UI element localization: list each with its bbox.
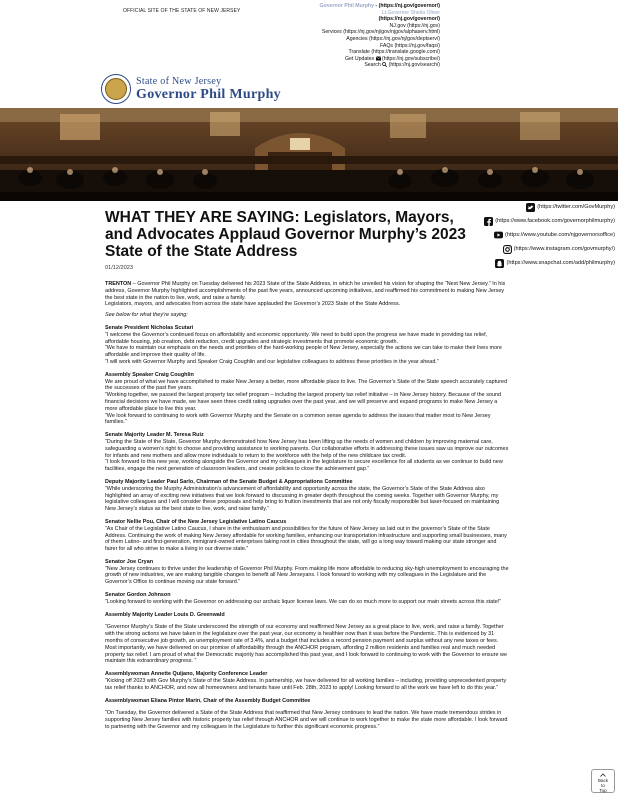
speaker-name: Assembly Speaker Craig Coughlin: [105, 371, 194, 378]
quote: “Governor Murphy’s State of the State underscored the strength of our economy and reaffirmed New Jersey as a great place to live, work, and raise a family. Together with the strong actions we have taken in the legislature over the past year, our economy is healthier now than it was before the Pandemic. This is evidenced by 31 months of consecutive job growth, an unemployment rate of 3.4%, and a budget that includes a record pension payment and surplus without any new taxes or fees. Most importantly, we have delivered on our promise of affordability through the ANCHOR program, affording 2 million residents and families real and much needed property tax relief. I am proud of what the Democratic majority has accomplished this past year, and I look forward to continuing to work with the Governor to ensure we maintain this extraordinary progress. ”: [105, 624, 507, 665]
youtube-url: (https://www.youtube.com/njgovernorsoffice): [505, 232, 615, 238]
quote: “While underscoring the Murphy Administration’s advancement of affordability and opportunity across the state, the Governor’s State of the State Address also highlighted an array of exciting new initiatives that we look forward to discussing in greater depth throughout the coming weeks. Together with Governor Murphy, my legislative colleagues and I will consider these proposals and help bring to fruition investments that are not only fiscally responsible but laser-focused on maintaining New Jersey’s status as the best state to live, work, and raise family.”: [105, 485, 500, 513]
speaker-name: Senator Joe Cryan: [105, 558, 154, 565]
search-link[interactable]: [220, 62, 440, 69]
quote: “Looking forward to working with the Governor on addressing our archaic liquor license laws. We can do so much more to support our main streets across this state!”: [105, 598, 502, 605]
facebook-url: (https://www.facebook.com/governorphilmurphy): [495, 218, 615, 224]
see-below: [105, 312, 509, 319]
get-updates-url: (https://nj.gov/subscribe/): [382, 55, 440, 62]
quote: “I welcome the Governor’s continued focus on affordability and economic opportunity. We need to build upon the progress we have made in providing tax relief, affordable housing, job creation, debt reduction, credit upgrades and strategic investments that promote economic growth.: [105, 331, 488, 345]
official-site-label: OFFICIAL SITE OF THE STATE OF NEW JERSEY: [123, 8, 241, 14]
lead-city: TRENTON: [105, 281, 132, 287]
translate-link[interactable]: Translate (https://translate.google.com/): [348, 49, 440, 56]
speaker-name: Assemblywoman Eliana Pintor Marin, Chair of the Assembly Budget Committee: [105, 697, 311, 704]
lead-text: – Governor Phil Murphy on Tuesday delivered his 2023 State of the State Address, in which he unveiled his vision for shaping the “Next New Jersey.” In his address, Governor Murphy highlighted accomplishments of the past five years, announced upcoming initiatives, and reaffirmed his commitment to making New Jersey the best state in the nation to live, work, and raise a family.: [105, 281, 506, 301]
quote: “Kicking off 2023 with Gov Murphy’s State of the State Address. In partnership, we have delivered for all working families – including, providing unprecedented property tax relief thanks to ANCHOR, and now all homeowners and tenants have until Feb. 28th, 2023 to apply! Looking forward to all the work we have left to do this year.”: [105, 678, 507, 691]
facebook-icon: [484, 217, 493, 226]
site-brand[interactable]: [101, 74, 281, 104]
instagram-url: (https://www.instagram.com/govmurphy/): [513, 246, 615, 252]
quote: “As Chair of the Legislative Latino Caucus, I share in the enthusiasm and possibilities for the future of New Jersey as laid out in the governor’s State of the State Address. Continuing the work of making New Jersey affordable for working families, enhancing our transportation infrastructure and supporting small businesses, many of them Latino- and first-generation, immigrant-owned enterprises taking root in cities throughout the state, will go a long way toward making our state stronger and fairer for all who strive to make a living in our diverse state.”: [105, 525, 507, 553]
back-to-top-button[interactable]: [591, 769, 615, 793]
envelope-icon: [376, 56, 381, 61]
get-updates-label: Get Updates: [345, 55, 375, 62]
quote: “We have to maintain our emphasis on the needs and priorities of the hard-working people of New Jersey, especially the actions we can take to make their lives more affordable and improve their quality of life.: [105, 345, 502, 359]
governor-link-url: (https://nj.gov/governor/): [378, 3, 440, 9]
top-links: [220, 3, 440, 69]
instagram-link[interactable]: [465, 242, 615, 256]
speaker-name: Senate President Nicholas Scutari: [105, 324, 194, 331]
faqs-link[interactable]: FAQs (https://nj.gov/faqs/): [380, 42, 440, 49]
speaker-name: Assembly Majority Leader Louis D. Greenwald: [105, 611, 225, 618]
search-url: (https://nj.gov/search/): [388, 62, 440, 69]
state-seal-logo: [101, 74, 131, 104]
hero-image: [0, 108, 618, 201]
ltgov-link[interactable]: [220, 10, 440, 17]
governor-link[interactable]: Governor Phil Murphy - (https://nj.gov/governor/): [319, 3, 440, 9]
speaker-name: Senator Nellie Pou, Chair of the New Jersey Legislative Latino Caucus: [105, 518, 287, 525]
search-label: Search: [364, 62, 381, 69]
twitter-url: (https://twitter.com/GovMurphy): [537, 204, 615, 210]
speaker-name: Senate Majority Leader M. Teresa Ruiz: [105, 432, 204, 439]
quote: “Working together, we passed the largest property tax relief program – including the largest property tax relief initiative – in New Jersey history. Because of the sound financial decisions we have made, we have seen three credit rating upgrades over the past year, and we will preserve and expand programs to make New Jersey a more affordable place to live this year.: [105, 392, 502, 412]
speaker-name: Assemblywoman Annette Quijano, Majority Conference Leader: [105, 671, 268, 678]
see-below-text: See below for what they’re saying:: [105, 312, 188, 319]
snapchat-url: (https://www.snapchat.com/add/philmurphy): [506, 260, 615, 266]
youtube-link[interactable]: [465, 228, 615, 242]
quote: “I will work with Governor Murphy and Speaker Craig Coughlin and our legislative colleagues to address these priorities in the year ahead.”: [105, 358, 439, 365]
youtube-icon: [494, 231, 503, 240]
nj-gov-link[interactable]: NJ.gov (https://nj.gov): [389, 22, 440, 29]
snapchat-icon: [495, 259, 504, 268]
page-title: WHAT THEY ARE SAYING: Legislators, Mayors, and Advocates Applaud Governor Murphy’s 2023 State of the State Address: [105, 209, 466, 260]
instagram-icon: [503, 245, 512, 254]
twitter-icon: [526, 203, 535, 212]
search-icon: [382, 62, 387, 67]
back-to-top-line3: Top: [599, 788, 607, 793]
quote: “We look forward to continuing to work with Governor Murphy and the Senate on a common sense agenda to address the issues that matter most to New Jersey families.”: [105, 412, 491, 426]
back-to-top-line1: Back: [597, 778, 608, 783]
publish-date: 01/12/2023: [105, 265, 133, 271]
get-updates-link[interactable]: [220, 56, 440, 63]
speaker-name: Senator Gordon Johnson: [105, 592, 171, 599]
brand-state: State of New Jersey: [136, 75, 222, 87]
agencies-link[interactable]: Agencies (https://nj.gov/nj/gov/deptserv/): [346, 35, 440, 42]
quote: “During the State of the State, Governor Murphy demonstrated how New Jersey has been lifting up the needs of women and children by improving maternal care, safeguarding a women’s right to choose and providing assistance to working parents. Our collaborative efforts in addressing these issues saw us improve our outcomes for infants and new mothers and allow more individuals to return to the workforce with the help of the new childcare tax credit.: [105, 438, 509, 459]
facebook-link[interactable]: [465, 214, 615, 228]
back-to-top-line2: to: [601, 783, 605, 788]
quote: “I look forward to this new year, working alongside the Governor and my colleagues in the legislature to secure excellence for all students as we continue to build new facilities, engage the next generation of classroom leaders, and create policies to close the achievement gap.”: [105, 459, 503, 473]
governor-link-name: Governor Phil Murphy: [319, 3, 374, 9]
quote: We are proud of what we have accomplished to make New Jersey a better, more affordable place to live. The Governor’s State of the State speech accurately captured the successes of the past five years.: [105, 378, 508, 392]
brand-name: Governor Phil Murphy: [136, 86, 281, 102]
quote: “New Jersey continues to thrive under the leadership of Governor Phil Murphy. From making life more affordable to reducing sky-high unemployment to encouraging the growth of new industries, we are making tangible changes to benefit all New Jerseyans. I look forward to working with my colleagues in the Legislature and the Governor’s Office to continue moving our state forward.”: [105, 565, 509, 586]
snapchat-link[interactable]: [465, 256, 615, 270]
ltgov-link-url[interactable]: (https://nj.gov/governor/): [378, 16, 440, 23]
chevron-up-icon: [600, 773, 606, 777]
ltgov-link-name: Lt.Governor Sheila Oliver: [381, 9, 440, 16]
twitter-link[interactable]: [465, 200, 615, 214]
social-links: [465, 200, 615, 270]
speaker-name: Deputy Majority Leader Paul Sarlo, Chairman of the Senate Budget & Appropriations Committee: [105, 478, 353, 485]
lead-text-2: Legislators, mayors, and advocates from across the state have applauded the Governor’s 2023 State of the State Address.: [105, 301, 401, 308]
lead-paragraph: [105, 281, 509, 308]
services-link[interactable]: Services (https://nj.gov/nj/gov/njgov/alphaserv.html): [321, 29, 440, 36]
article-body: [105, 281, 509, 735]
quote: “On Tuesday, the Governor delivered a State of the State Address that reaffirmed that New Jersey continues to lead the nation. We have made tremendous strides in supporting New Jersey families with historic property tax relief through ANCHOR and we will continue to work together to make the state more affordable. I look forward to partnering with the Governor and my colleagues in the Legislature to further this significant economic progress.”: [105, 710, 508, 731]
